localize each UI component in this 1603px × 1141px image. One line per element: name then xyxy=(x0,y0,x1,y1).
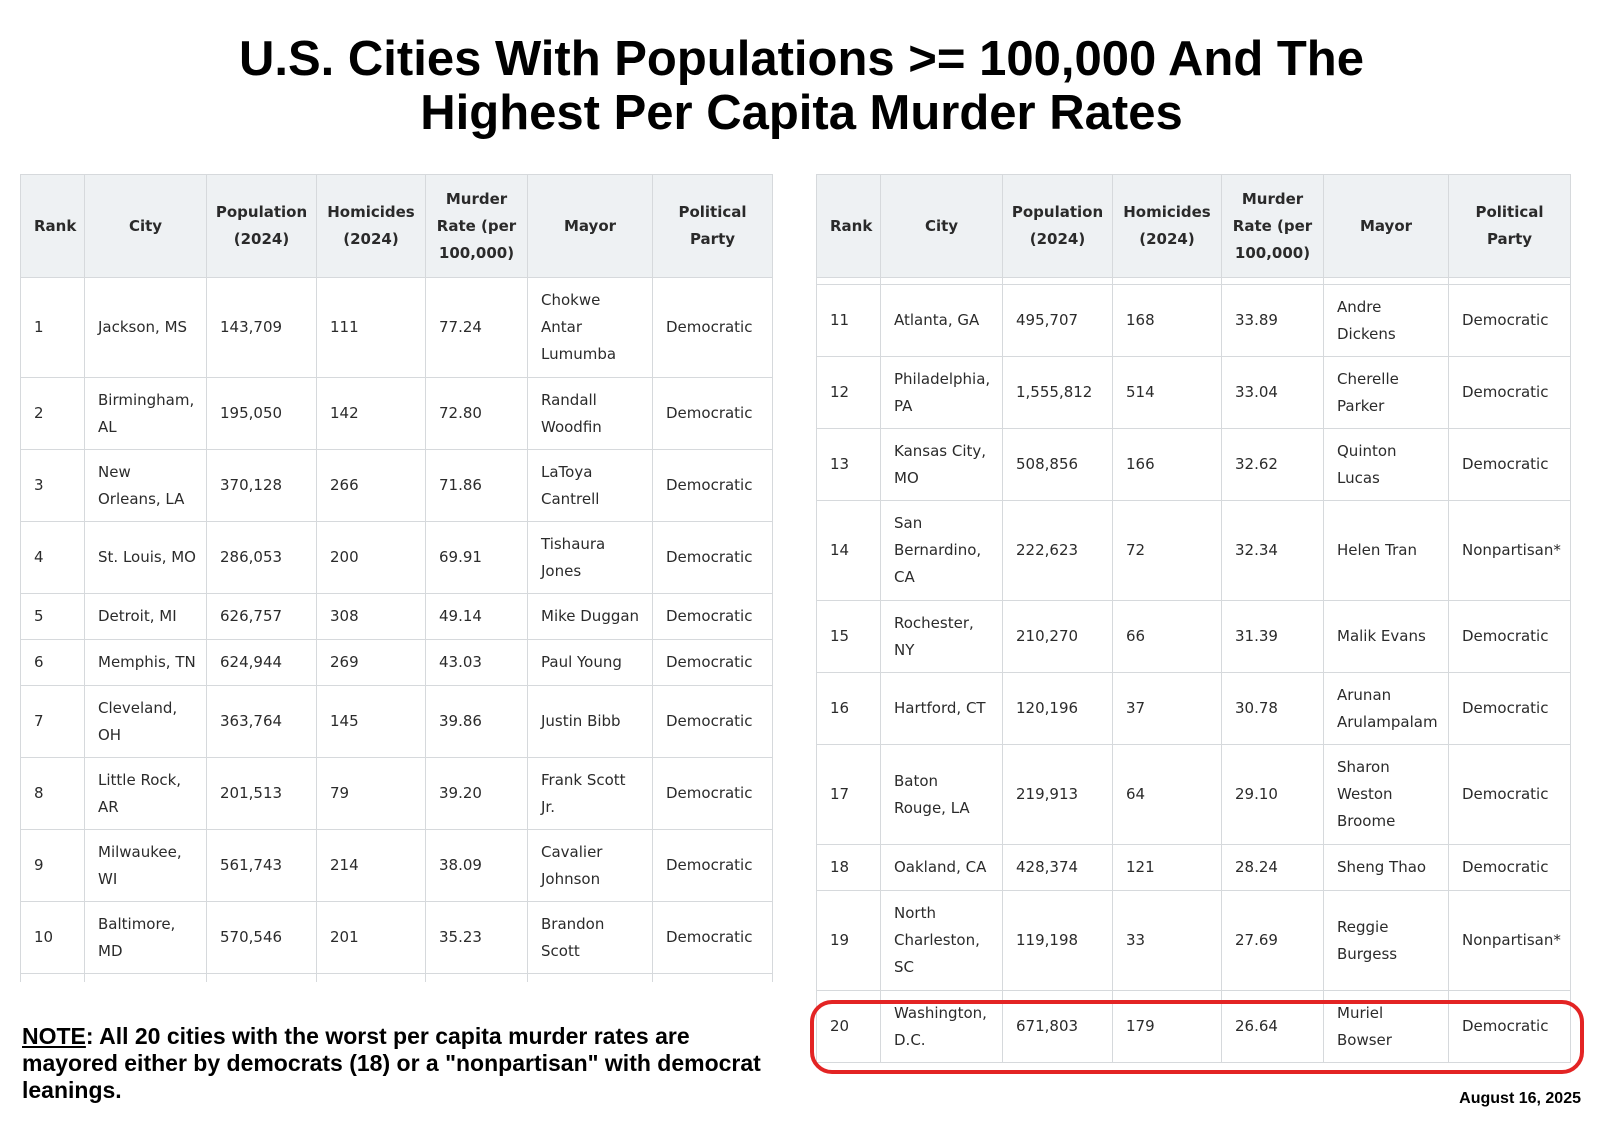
table-row xyxy=(21,278,773,378)
cell-murder-rate: 77.24 xyxy=(426,278,528,378)
cell-homicides: 33 xyxy=(1113,891,1222,991)
cell-city: Detroit, MI xyxy=(85,594,207,640)
note-text: : All 20 cities with the worst per capita murder rates are mayored either by democrats (18) or a "nonpartisan" with democrat leanings. xyxy=(22,1023,761,1103)
cell-mayor: Cherelle Parker xyxy=(1324,357,1449,429)
cell-homicides: 121 xyxy=(1113,845,1222,891)
cell-homicides: 200 xyxy=(317,522,426,594)
table-row xyxy=(817,601,1571,673)
cell-murder-rate: 32.62 xyxy=(1222,429,1324,501)
title-line-2: Highest Per Capita Murder Rates xyxy=(420,86,1183,140)
cell-rank: 14 xyxy=(817,501,881,601)
table-row xyxy=(21,594,773,640)
cell-murder-rate: 35.23 xyxy=(426,902,528,974)
cell-mayor: Chokwe Antar Lumumba xyxy=(528,278,653,378)
cell-population: 508,856 xyxy=(1003,429,1113,501)
table-row xyxy=(21,758,773,830)
table-row xyxy=(817,673,1571,745)
cell-rank: 8 xyxy=(21,758,85,830)
cell-homicides: 64 xyxy=(1113,745,1222,845)
note-label: NOTE xyxy=(22,1023,86,1049)
header-city: City xyxy=(85,175,207,278)
header-murder-rate: Murder Rate (per 100,000) xyxy=(426,175,528,278)
table-tail xyxy=(21,974,773,983)
cell-party: Democratic xyxy=(1449,285,1571,357)
cell-mayor: Sharon Weston Broome xyxy=(1324,745,1449,845)
cell-rank: 15 xyxy=(817,601,881,673)
header-rank: Rank xyxy=(21,175,85,278)
cell-party: Democratic xyxy=(1449,745,1571,845)
cell-mayor: Cavalier Johnson xyxy=(528,830,653,902)
header-rank: Rank xyxy=(817,175,881,278)
cell-city: Baltimore, MD xyxy=(85,902,207,974)
cell-mayor: LaToya Cantrell xyxy=(528,450,653,522)
cell-mayor: Quinton Lucas xyxy=(1324,429,1449,501)
header-homicides: Homicides (2024) xyxy=(317,175,426,278)
cell-murder-rate: 26.64 xyxy=(1222,991,1324,1063)
cell-population: 286,053 xyxy=(207,522,317,594)
table-header-row xyxy=(21,175,773,278)
cell-murder-rate: 38.09 xyxy=(426,830,528,902)
cell-city: Kansas City, MO xyxy=(881,429,1003,501)
right-table xyxy=(816,174,1571,1063)
cell-rank: 7 xyxy=(21,686,85,758)
table-header-row xyxy=(817,175,1571,278)
cell-rank: 6 xyxy=(21,640,85,686)
cell-homicides: 166 xyxy=(1113,429,1222,501)
cell-city: North Charleston, SC xyxy=(881,891,1003,991)
cell-homicides: 269 xyxy=(317,640,426,686)
cell-homicides: 201 xyxy=(317,902,426,974)
cell-population: 1,555,812 xyxy=(1003,357,1113,429)
cell-party: Democratic xyxy=(653,758,773,830)
cell-rank: 13 xyxy=(817,429,881,501)
cell-party: Democratic xyxy=(1449,845,1571,891)
table-row xyxy=(817,745,1571,845)
cell-murder-rate: 43.03 xyxy=(426,640,528,686)
cell-city: Birmingham, AL xyxy=(85,378,207,450)
cell-city: Little Rock, AR xyxy=(85,758,207,830)
cell-murder-rate: 71.86 xyxy=(426,450,528,522)
cell-population: 195,050 xyxy=(207,378,317,450)
date-stamp: August 16, 2025 xyxy=(1459,1090,1581,1107)
cell-population: 495,707 xyxy=(1003,285,1113,357)
cell-population: 120,196 xyxy=(1003,673,1113,745)
cell-mayor: Sheng Thao xyxy=(1324,845,1449,891)
cell-population: 624,944 xyxy=(207,640,317,686)
cell-murder-rate: 72.80 xyxy=(426,378,528,450)
header-mayor: Mayor xyxy=(1324,175,1449,278)
cell-population: 363,764 xyxy=(207,686,317,758)
cell-city: Milwaukee, WI xyxy=(85,830,207,902)
header-mayor: Mayor xyxy=(528,175,653,278)
header-murder-rate: Murder Rate (per 100,000) xyxy=(1222,175,1324,278)
cell-party: Democratic xyxy=(653,640,773,686)
cell-rank: 18 xyxy=(817,845,881,891)
cell-population: 222,623 xyxy=(1003,501,1113,601)
table-row xyxy=(817,285,1571,357)
cell-rank: 20 xyxy=(817,991,881,1063)
cell-murder-rate: 30.78 xyxy=(1222,673,1324,745)
cell-city: Rochester, NY xyxy=(881,601,1003,673)
cell-rank: 3 xyxy=(21,450,85,522)
table-spacer xyxy=(817,278,1571,285)
cell-rank: 16 xyxy=(817,673,881,745)
cell-population: 428,374 xyxy=(1003,845,1113,891)
cell-mayor: Arunan Arulampalam xyxy=(1324,673,1449,745)
cell-rank: 17 xyxy=(817,745,881,845)
cell-rank: 12 xyxy=(817,357,881,429)
page-title xyxy=(0,32,1603,140)
cell-mayor: Reggie Burgess xyxy=(1324,891,1449,991)
cell-murder-rate: 33.04 xyxy=(1222,357,1324,429)
cell-murder-rate: 49.14 xyxy=(426,594,528,640)
cell-party: Democratic xyxy=(653,594,773,640)
table-row xyxy=(21,378,773,450)
cell-population: 119,198 xyxy=(1003,891,1113,991)
cell-homicides: 145 xyxy=(317,686,426,758)
cell-party: Democratic xyxy=(653,686,773,758)
cell-party: Democratic xyxy=(1449,991,1571,1063)
cell-rank: 5 xyxy=(21,594,85,640)
cell-homicides: 66 xyxy=(1113,601,1222,673)
cell-party: Democratic xyxy=(1449,673,1571,745)
cell-party: Democratic xyxy=(653,278,773,378)
cell-mayor: Frank Scott Jr. xyxy=(528,758,653,830)
table-row xyxy=(817,891,1571,991)
cell-city: Jackson, MS xyxy=(85,278,207,378)
cell-party: Democratic xyxy=(1449,429,1571,501)
cell-homicides: 308 xyxy=(317,594,426,640)
cell-homicides: 111 xyxy=(317,278,426,378)
table-row xyxy=(21,522,773,594)
cell-mayor: Andre Dickens xyxy=(1324,285,1449,357)
cell-city: Hartford, CT xyxy=(881,673,1003,745)
cell-mayor: Mike Duggan xyxy=(528,594,653,640)
cell-population: 210,270 xyxy=(1003,601,1113,673)
title-line-1: U.S. Cities With Populations >= 100,000 And The xyxy=(239,32,1364,86)
cell-mayor: Tishaura Jones xyxy=(528,522,653,594)
cell-rank: 11 xyxy=(817,285,881,357)
cell-party: Democratic xyxy=(1449,601,1571,673)
cell-population: 671,803 xyxy=(1003,991,1113,1063)
left-table xyxy=(20,174,773,982)
cell-city: New Orleans, LA xyxy=(85,450,207,522)
cell-murder-rate: 33.89 xyxy=(1222,285,1324,357)
table-row xyxy=(817,357,1571,429)
table-row xyxy=(817,501,1571,601)
cell-mayor: Randall Woodfin xyxy=(528,378,653,450)
cell-murder-rate: 29.10 xyxy=(1222,745,1324,845)
cell-population: 626,757 xyxy=(207,594,317,640)
cell-city: Washington, D.C. xyxy=(881,991,1003,1063)
cell-murder-rate: 39.20 xyxy=(426,758,528,830)
cell-mayor: Muriel Bowser xyxy=(1324,991,1449,1063)
cell-mayor: Brandon Scott xyxy=(528,902,653,974)
cell-rank: 4 xyxy=(21,522,85,594)
cell-party: Democratic xyxy=(1449,357,1571,429)
cell-rank: 19 xyxy=(817,891,881,991)
cell-rank: 9 xyxy=(21,830,85,902)
table-row xyxy=(21,450,773,522)
cell-mayor: Paul Young xyxy=(528,640,653,686)
cell-mayor: Malik Evans xyxy=(1324,601,1449,673)
cell-city: Memphis, TN xyxy=(85,640,207,686)
cell-murder-rate: 27.69 xyxy=(1222,891,1324,991)
cell-city: Philadelphia, PA xyxy=(881,357,1003,429)
table-row xyxy=(21,686,773,758)
cell-party: Nonpartisan* xyxy=(1449,501,1571,601)
cell-city: Atlanta, GA xyxy=(881,285,1003,357)
table-row xyxy=(21,830,773,902)
cell-homicides: 168 xyxy=(1113,285,1222,357)
cell-rank: 1 xyxy=(21,278,85,378)
cell-party: Democratic xyxy=(653,522,773,594)
cell-murder-rate: 32.34 xyxy=(1222,501,1324,601)
cell-party: Democratic xyxy=(653,378,773,450)
cell-homicides: 514 xyxy=(1113,357,1222,429)
cell-murder-rate: 31.39 xyxy=(1222,601,1324,673)
cell-homicides: 142 xyxy=(317,378,426,450)
cell-population: 570,546 xyxy=(207,902,317,974)
cell-murder-rate: 69.91 xyxy=(426,522,528,594)
cell-population: 219,913 xyxy=(1003,745,1113,845)
header-party: Political Party xyxy=(1449,175,1571,278)
cell-murder-rate: 39.86 xyxy=(426,686,528,758)
cell-homicides: 266 xyxy=(317,450,426,522)
table-row xyxy=(21,902,773,974)
cell-city: St. Louis, MO xyxy=(85,522,207,594)
cell-murder-rate: 28.24 xyxy=(1222,845,1324,891)
cell-city: Oakland, CA xyxy=(881,845,1003,891)
cell-city: Baton Rouge, LA xyxy=(881,745,1003,845)
cell-party: Democratic xyxy=(653,830,773,902)
header-population: Population (2024) xyxy=(1003,175,1113,278)
cell-population: 561,743 xyxy=(207,830,317,902)
cell-party: Democratic xyxy=(653,902,773,974)
header-homicides: Homicides (2024) xyxy=(1113,175,1222,278)
cell-population: 201,513 xyxy=(207,758,317,830)
table-row xyxy=(21,640,773,686)
cell-party: Democratic xyxy=(653,450,773,522)
header-city: City xyxy=(881,175,1003,278)
cell-mayor: Helen Tran xyxy=(1324,501,1449,601)
cell-city: San Bernardino, CA xyxy=(881,501,1003,601)
cell-population: 370,128 xyxy=(207,450,317,522)
cell-homicides: 72 xyxy=(1113,501,1222,601)
note xyxy=(22,1023,782,1104)
cell-rank: 2 xyxy=(21,378,85,450)
table-row-highlighted xyxy=(817,991,1571,1063)
header-population: Population (2024) xyxy=(207,175,317,278)
cell-homicides: 37 xyxy=(1113,673,1222,745)
cell-party: Nonpartisan* xyxy=(1449,891,1571,991)
table-row xyxy=(817,429,1571,501)
cell-mayor: Justin Bibb xyxy=(528,686,653,758)
cell-rank: 10 xyxy=(21,902,85,974)
cell-homicides: 214 xyxy=(317,830,426,902)
header-party: Political Party xyxy=(653,175,773,278)
table-row xyxy=(817,845,1571,891)
cell-population: 143,709 xyxy=(207,278,317,378)
cell-homicides: 79 xyxy=(317,758,426,830)
cell-homicides: 179 xyxy=(1113,991,1222,1063)
cell-city: Cleveland, OH xyxy=(85,686,207,758)
